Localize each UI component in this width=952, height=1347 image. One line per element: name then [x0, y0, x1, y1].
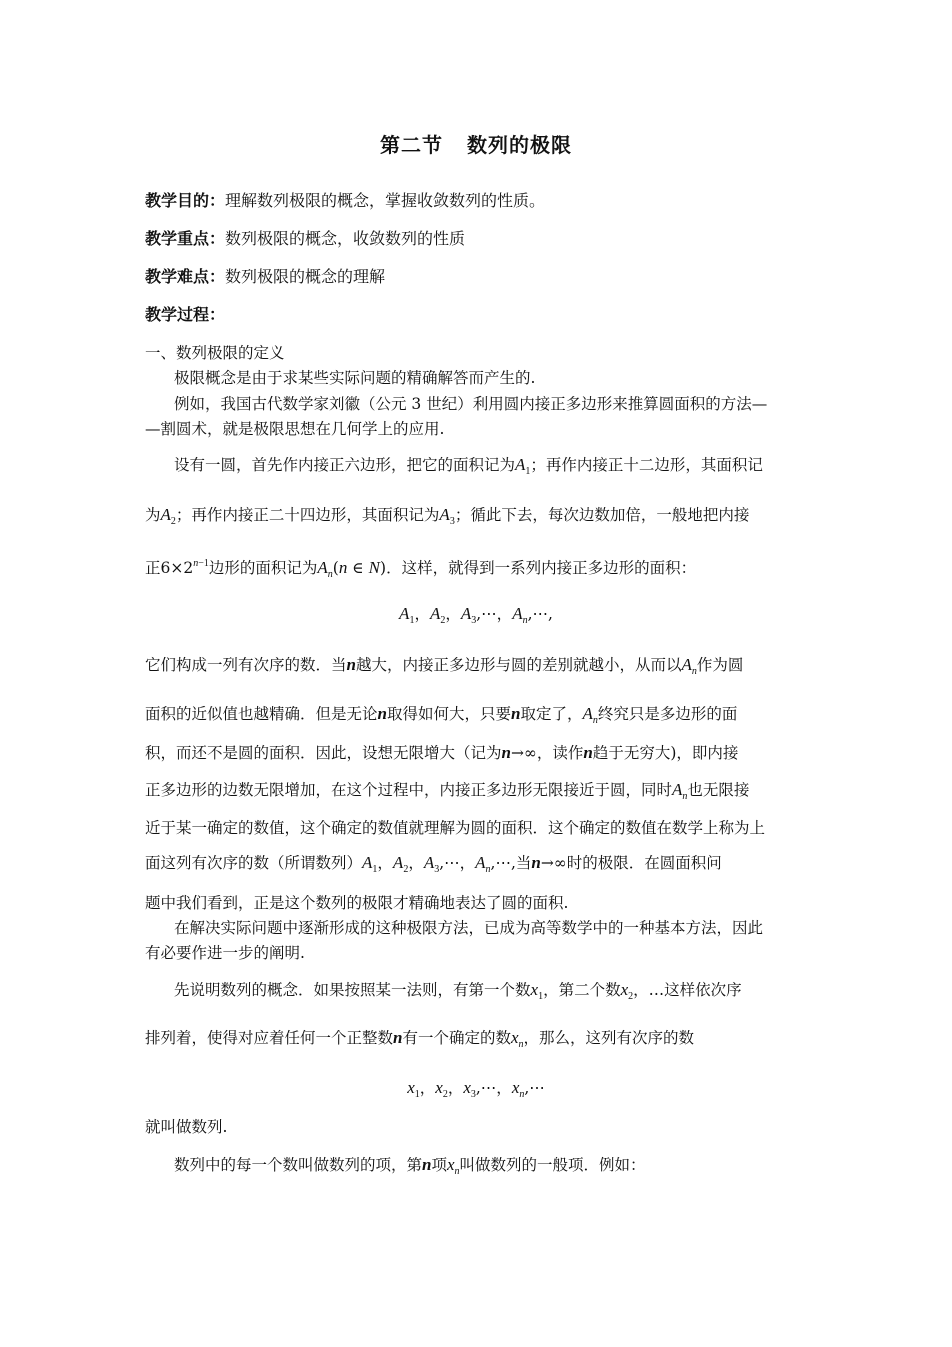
paragraph-4-line-2: 面积的近似值也越精确．但是无论n取得如何大，只要n取定了，$A_n$终究只是多边形的面 — [145, 704, 738, 726]
paragraph-4-line-3: 积，而还不是圆的面积．因此，设想无限增大（记为n→∞，读作n趋于无穷大)，即内接 — [145, 743, 739, 762]
paragraph-4-line-1: 它们构成一列有次序的数．当n越大，内接正多边形与圆的差别就越小，从而以$A_n$作为圆 — [145, 655, 744, 677]
page-title — [145, 129, 807, 158]
paragraph-3-line-3: 正$6\times 2^{n-1}$边形的面积记为$A_n(n$ ∈ N)．这样，就得到一系列内接正多边形的面积： — [145, 558, 697, 580]
paragraph-1: 极限概念是由于求某些实际问题的精确解答而产生的. — [174, 369, 536, 387]
paragraph-3-line-1: 设有一圆，首先作内接正六边形，把它的面积记为$A_1$；再作内接正十二边形，其面积记 — [174, 455, 763, 477]
paragraph-4-line-6: 面这列有次序的数（所谓数列）$A_1$，$A_2$，$A_3,\cdots$，$A_n,\cdots$,当n→∞时的极限．在圆面积问 — [145, 853, 722, 875]
title-topic: 数列的极限 — [467, 133, 572, 157]
paragraph-6-line-1: 先说明数列的概念．如果按照某一法则，有第一个数$x_1$，第二个数$x_2$，…这样依次序 — [174, 980, 742, 1002]
paragraph-5-line-2: 有必要作进一步的阐明. — [145, 944, 305, 962]
key-heading: 教学重点：数列极限的概念，收敛数列的性质 — [145, 229, 466, 248]
paragraph-7: 就叫做数列. — [145, 1118, 228, 1136]
paragraph-6-line-2: 排列着，使得对应着任何一个正整数n有一个确定的数$x_n$，那么，这列有次序的数 — [145, 1028, 695, 1050]
title-section: 第二节 — [380, 133, 443, 157]
paragraph-2-line-2: —割圆术，就是极限思想在几何学上的应用. — [145, 420, 445, 438]
formula-x-sequence: $x_1$，$x_2$，$x_3,\cdots$，$x_n,\cdots$ — [407, 1078, 545, 1100]
paragraph-3-line-2: 为$A_2$；再作内接正二十四边形，其面积记为$A_3$；循此下去，每次边数加倍，一般地把内接 — [145, 505, 750, 527]
process-heading: 教学过程： — [145, 305, 226, 324]
paragraph-8: 数列中的每一个数叫做数列的项，第n项$x_n$叫做数列的一般项．例如： — [174, 1155, 646, 1177]
formula-area-sequence: $A_1$，$A_2$，$A_3,\cdots$，$A_n,\cdots$, — [399, 604, 553, 626]
goal-heading: 教学目的：理解数列极限的概念，掌握收敛数列的性质。 — [145, 191, 546, 210]
paragraph-2-line-1: 例如，我国古代数学家刘徽（公元 3 世纪）利用圆内接正多边形来推算圆面积的方法— — [174, 395, 768, 413]
paragraph-5-line-1: 在解决实际问题中逐渐形成的这种极限方法，已成为高等数学中的一种基本方法，因此 — [174, 919, 764, 937]
paragraph-4-line-5: 近于某一确定的数值，这个确定的数值就理解为圆的面积．这个确定的数值在数学上称为上 — [145, 819, 766, 837]
section-title: 一、数列极限的定义 — [145, 344, 285, 362]
paragraph-4-line-7: 题中我们看到，正是这个数列的极限才精确地表达了圆的面积. — [145, 894, 569, 912]
difficulty-heading: 教学难点：数列极限的概念的理解 — [145, 267, 386, 286]
paragraph-4-line-4: 正多边形的边数无限增加，在这个过程中，内接正多边形无限接近于圆，同时$A_n$也无限接 — [145, 780, 750, 802]
